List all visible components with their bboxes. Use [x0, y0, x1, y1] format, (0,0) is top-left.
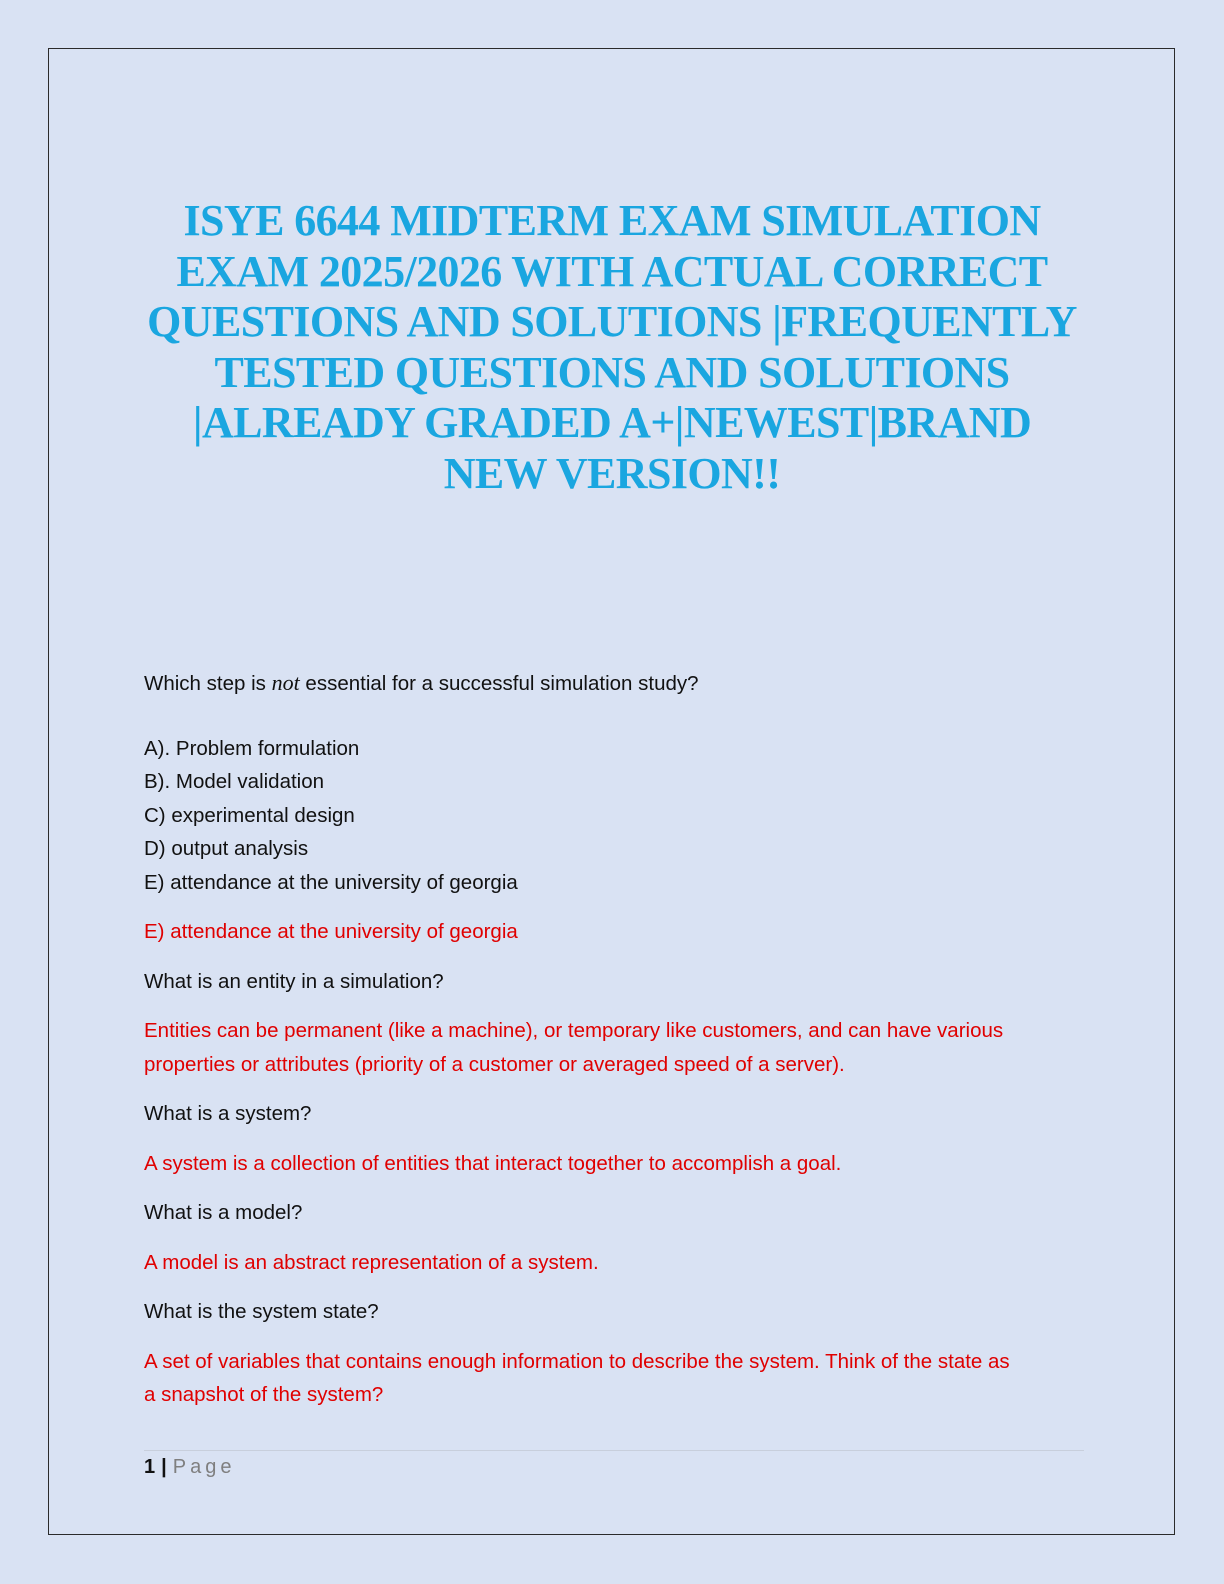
title-line: TESTED QUESTIONS AND SOLUTIONS — [214, 347, 1010, 397]
answer-1: E) attendance at the university of georgia — [144, 920, 518, 943]
option-b: B). Model validation — [144, 770, 325, 793]
question-2: What is an entity in a simulation? — [144, 970, 444, 993]
question-1: Which step is not essential for a successful simulation study? — [144, 670, 699, 695]
question-4: What is a model? — [144, 1201, 303, 1224]
option-c: C) experimental design — [144, 804, 355, 827]
title-line: ISYE 6644 MIDTERM EXAM SIMULATION — [183, 196, 1041, 245]
title-line: QUESTIONS AND SOLUTIONS |FREQUENTLY — [147, 297, 1077, 346]
option-d: D) output analysis — [144, 837, 309, 860]
answer-2-line: properties or attributes (priority of a customer or averaged speed of a server). — [144, 1053, 845, 1076]
page-number: 1 — [144, 1456, 156, 1478]
option-e: E) attendance at the university of georgia — [144, 871, 518, 894]
document-title — [140, 196, 1084, 499]
footer-divider — [144, 1450, 1084, 1451]
answer-5-line: a snapshot of the system? — [144, 1383, 384, 1406]
title-line: |ALREADY GRADED A+|NEWEST|BRAND — [192, 398, 1032, 447]
footer-separator: | — [161, 1456, 167, 1478]
answer-5-line: A set of variables that contains enough information to describe the system. Think of the state as — [144, 1350, 1010, 1373]
option-a: A). Problem formulation — [144, 737, 360, 760]
answer-3: A system is a collection of entities that interact together to accomplish a goal. — [144, 1152, 842, 1175]
page-label: Page — [172, 1456, 236, 1478]
page-footer — [144, 1456, 235, 1479]
question-3: What is a system? — [144, 1102, 312, 1125]
title-line: EXAM 2025/2026 WITH ACTUAL CORRECT — [176, 246, 1048, 296]
answer-2-line: Entities can be permanent (like a machine), or temporary like customers, and can have various — [144, 1019, 1004, 1042]
question-emphasis: not — [271, 670, 300, 695]
answer-4: A model is an abstract representation of a system. — [144, 1251, 599, 1274]
title-line: NEW VERSION!! — [443, 448, 781, 498]
question-5: What is the system state? — [144, 1300, 379, 1323]
